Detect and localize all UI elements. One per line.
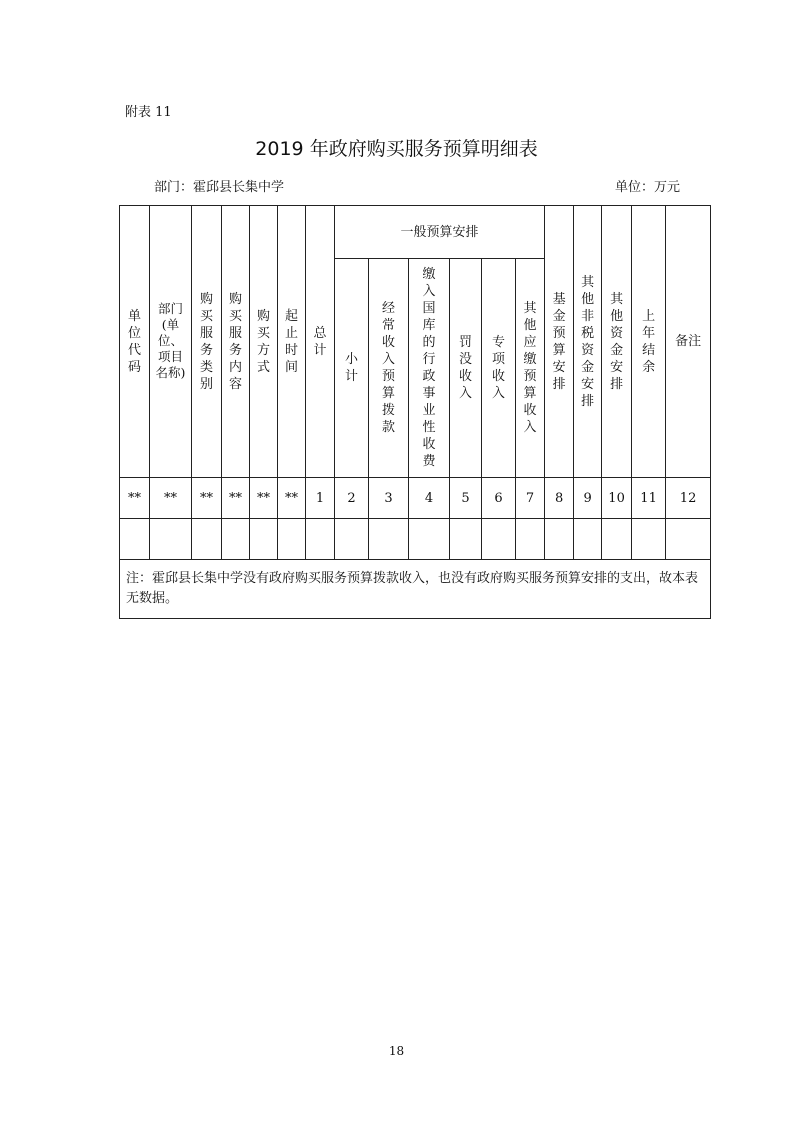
numbering-cell: 11 bbox=[632, 478, 666, 519]
numbering-cell: ** bbox=[250, 478, 278, 519]
header-subtotal: 小计 bbox=[335, 259, 369, 478]
header-other-payable: 其他应缴预算收入 bbox=[516, 259, 545, 478]
header-other-funds: 其他资金安排 bbox=[602, 206, 632, 478]
empty-cell bbox=[250, 519, 278, 560]
empty-cell bbox=[602, 519, 632, 560]
numbering-cell: ** bbox=[150, 478, 192, 519]
numbering-cell: ** bbox=[120, 478, 150, 519]
header-regular-income: 经常收入预算拨款 bbox=[369, 259, 409, 478]
empty-cell bbox=[278, 519, 306, 560]
header-carryover: 上年结余 bbox=[632, 206, 666, 478]
header-purchase-method: 购买方式 bbox=[250, 206, 278, 478]
header-purchase-category: 购买服务类别 bbox=[192, 206, 222, 478]
numbering-cell: 12 bbox=[666, 478, 711, 519]
empty-cell bbox=[120, 519, 150, 560]
empty-cell bbox=[150, 519, 192, 560]
budget-detail-table bbox=[119, 205, 711, 619]
numbering-cell: 1 bbox=[306, 478, 335, 519]
numbering-cell: ** bbox=[192, 478, 222, 519]
empty-data-row bbox=[120, 519, 711, 560]
header-fund-budget: 基金预算安排 bbox=[545, 206, 574, 478]
empty-cell bbox=[545, 519, 574, 560]
empty-cell bbox=[516, 519, 545, 560]
empty-cell bbox=[450, 519, 482, 560]
header-start-end-time: 起止时间 bbox=[278, 206, 306, 478]
empty-cell bbox=[335, 519, 369, 560]
page-title: 2019 年政府购买服务预算明细表 bbox=[255, 138, 538, 160]
numbering-cell: ** bbox=[278, 478, 306, 519]
empty-cell bbox=[192, 519, 222, 560]
header-department: 部门 (单 位、 项目 名称) bbox=[150, 206, 192, 478]
numbering-cell: 8 bbox=[545, 478, 574, 519]
numbering-cell: 2 bbox=[335, 478, 369, 519]
empty-cell bbox=[666, 519, 711, 560]
numbering-cell: 5 bbox=[450, 478, 482, 519]
header-purchase-content: 购买服务内容 bbox=[222, 206, 250, 478]
numbering-cell: 6 bbox=[482, 478, 516, 519]
empty-cell bbox=[409, 519, 450, 560]
empty-cell bbox=[632, 519, 666, 560]
numbering-cell: ** bbox=[222, 478, 250, 519]
empty-cell bbox=[369, 519, 409, 560]
numbering-cell: 9 bbox=[574, 478, 602, 519]
annex-label: 附表 11 bbox=[125, 105, 172, 120]
empty-cell bbox=[574, 519, 602, 560]
page-number: 18 bbox=[388, 1044, 405, 1058]
department-label: 部门：霍邱县长集中学 bbox=[154, 180, 285, 195]
header-unit-code: 单位代码 bbox=[120, 206, 150, 478]
header-admin-fees: 缴入国库的行政事业性收费 bbox=[409, 259, 450, 478]
numbering-cell: 4 bbox=[409, 478, 450, 519]
numbering-cell: 7 bbox=[516, 478, 545, 519]
header-total: 总计 bbox=[306, 206, 335, 478]
header-general-budget: 一般预算安排 bbox=[335, 206, 545, 259]
numbering-cell: 3 bbox=[369, 478, 409, 519]
empty-cell bbox=[222, 519, 250, 560]
header-remarks: 备注 bbox=[666, 206, 711, 478]
header-other-nontax: 其他非税资金安排 bbox=[574, 206, 602, 478]
header-fines: 罚没收入 bbox=[450, 259, 482, 478]
header-special-income: 专项收入 bbox=[482, 259, 516, 478]
unit-label: 单位：万元 bbox=[615, 180, 681, 195]
numbering-cell: 10 bbox=[602, 478, 632, 519]
table-note: 注：霍邱县长集中学没有政府购买服务预算拨款收入，也没有政府购买服务预算安排的支出，故本表无数据。 bbox=[120, 560, 711, 619]
empty-cell bbox=[306, 519, 335, 560]
empty-cell bbox=[482, 519, 516, 560]
numbering-row bbox=[120, 478, 711, 519]
